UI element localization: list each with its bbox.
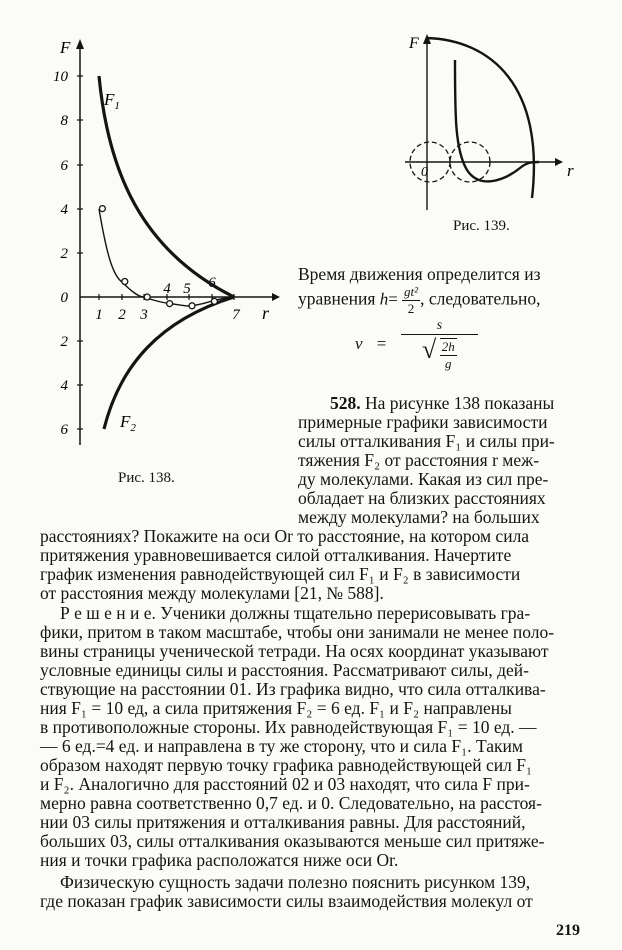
paragraph-line: где показан график зависимости силы взаимодействия молекул от [40,891,533,911]
x-tick: 7 [232,307,240,323]
formula-intro: Время движения определится из [298,264,541,284]
resultant-point [99,206,105,212]
problem-line: притяжения уравновешивается силой отталкивания. Начертите [40,545,512,565]
x-tick: 2 [118,307,126,323]
solution-line: в противоположные стороны. Их равнодействующая F₁ = 10 ед. — [40,717,537,737]
solution-line: мерно равна соответственно 0,7 ед. и 0. Следовательно, на расстоя- [40,793,542,813]
y-tick: 10 [53,69,68,85]
curve-label-f2: $F_2$ [120,412,136,434]
problem-line: ду молекулами. Какая из сил пре- [298,469,549,489]
problem-line: обладает на близких расстояниях [298,488,546,508]
y-tick: 0 [60,290,68,306]
frac-2h-g [440,338,457,372]
formula-post: , следовательно, [420,288,541,309]
var-h: h [379,289,389,309]
problem-line [330,394,554,413]
interaction-curve [455,60,539,181]
figure-138 [40,35,290,455]
figure-139-caption: Рис. 139. [453,218,510,234]
solution-line: ствующие на расстоянии 01. Из графика видно, что сила отталкива- [40,679,546,699]
solution-line: Р е ш е н и е. Ученики должны тщательно перерисовывать гра- [60,603,531,623]
solution-line: — 6 ед.=4 ед. и направлена в ту же сторону, что и сила F₁. Таким [40,736,523,756]
resultant-point [144,294,150,300]
problem-line: силы отталкивания F₁ и силы при- [298,431,555,451]
solution-line: нии 03 силы притяжения и отталкивания равны. Для расстояний, [40,812,526,832]
y-axis-arrow [76,39,84,49]
frac-num: gt² [404,284,419,299]
paragraph-line: Физическую сущность задачи полезно пояснить рисунком 139, [60,872,531,892]
x-axis-label: r [262,303,270,323]
eq-sign: = [376,333,387,353]
outer-arc [427,38,534,198]
x-tick: 5 [183,281,191,297]
frac-den-g: g [445,355,452,371]
x-axis-label: r [567,161,574,180]
problem-line: график изменения равнодействующей сил F₁ и F₂ в зависимости [40,564,521,584]
curve-label-f1: $F_1$ [104,90,120,112]
resultant-point [189,303,195,309]
problem-text: На рисунке 138 показаны [365,393,555,413]
x-axis-arrow [555,158,563,166]
y-tick: 6 [60,422,68,438]
sqrt-sign: √ [421,335,437,364]
solution-line: больших 03, силы отталкивания оказываются меньше сил притяже- [40,831,545,851]
y-axis-label: F [60,38,71,57]
problem-line: расстояниях? Покажите на оси Or то расстояние, на котором сила [40,526,530,546]
problem-line: тяжения F₂ от расстояния r меж- [298,450,540,470]
x-tick: 3 [140,307,148,323]
solution-line: образом находят первую точку графика равнодействующей сил F₁ [40,755,533,775]
solution-line: фики, притом в таком масштабе, чтобы они занимали не менее поло- [40,622,555,642]
eq-sign: = [388,289,398,309]
y-tick: 2 [60,334,68,350]
sqrt-denominator [401,335,478,372]
y-tick: 4 [60,202,68,218]
page-number: 219 [556,922,580,939]
frac-gt2 [402,284,420,317]
figure-138-caption: Рис. 138. [118,470,175,486]
x-axis-arrow [272,293,280,301]
solution-line: условные единицы силы и расстояния. Рассматривают силы, дей- [40,660,529,680]
problem-number: 528. [330,393,361,413]
formula-pre: уравнения [298,288,376,309]
y-tick: 6 [60,158,68,174]
var-v: v [355,333,363,353]
resultant-points [99,206,217,309]
x-tick: 6 [208,275,216,291]
frac-v [401,318,478,372]
problem-line: от расстояния между молекулами [21, № 588]. [40,583,384,603]
formula-h [298,284,540,317]
frac-num-2h: 2h [441,338,455,354]
y-tick: 4 [60,378,68,394]
resultant-point [211,298,217,304]
y-tick: 8 [60,113,68,129]
origin-label: 0 [421,165,428,180]
y-axis-label: F [409,35,419,52]
solution-line: и F₂. Аналогично для расстояний 02 и 03 находят, что сила F при- [40,774,530,794]
frac-num-s: s [401,318,478,335]
problem-line: между молекулами? на больших [298,507,540,527]
figure-139 [395,30,595,220]
formula-v [355,318,478,372]
resultant-point [122,279,128,285]
x-tick: 1 [95,307,103,323]
solution-line: вины страницы ученической тетради. На осях координат указывают [40,641,549,661]
problem-line: примерные графики зависимости [298,412,548,432]
solution-line: ния F₁ = 10 ед, а сила притяжения F₂ = 6 ед. F₁ и F₂ направлены [40,698,512,718]
x-tick: 4 [163,281,171,297]
solution-line: ния и точки графика расположатся ниже оси Or. [40,850,399,870]
frac-den: 2 [407,301,415,316]
resultant-point [167,301,173,307]
y-tick: 2 [60,246,68,262]
